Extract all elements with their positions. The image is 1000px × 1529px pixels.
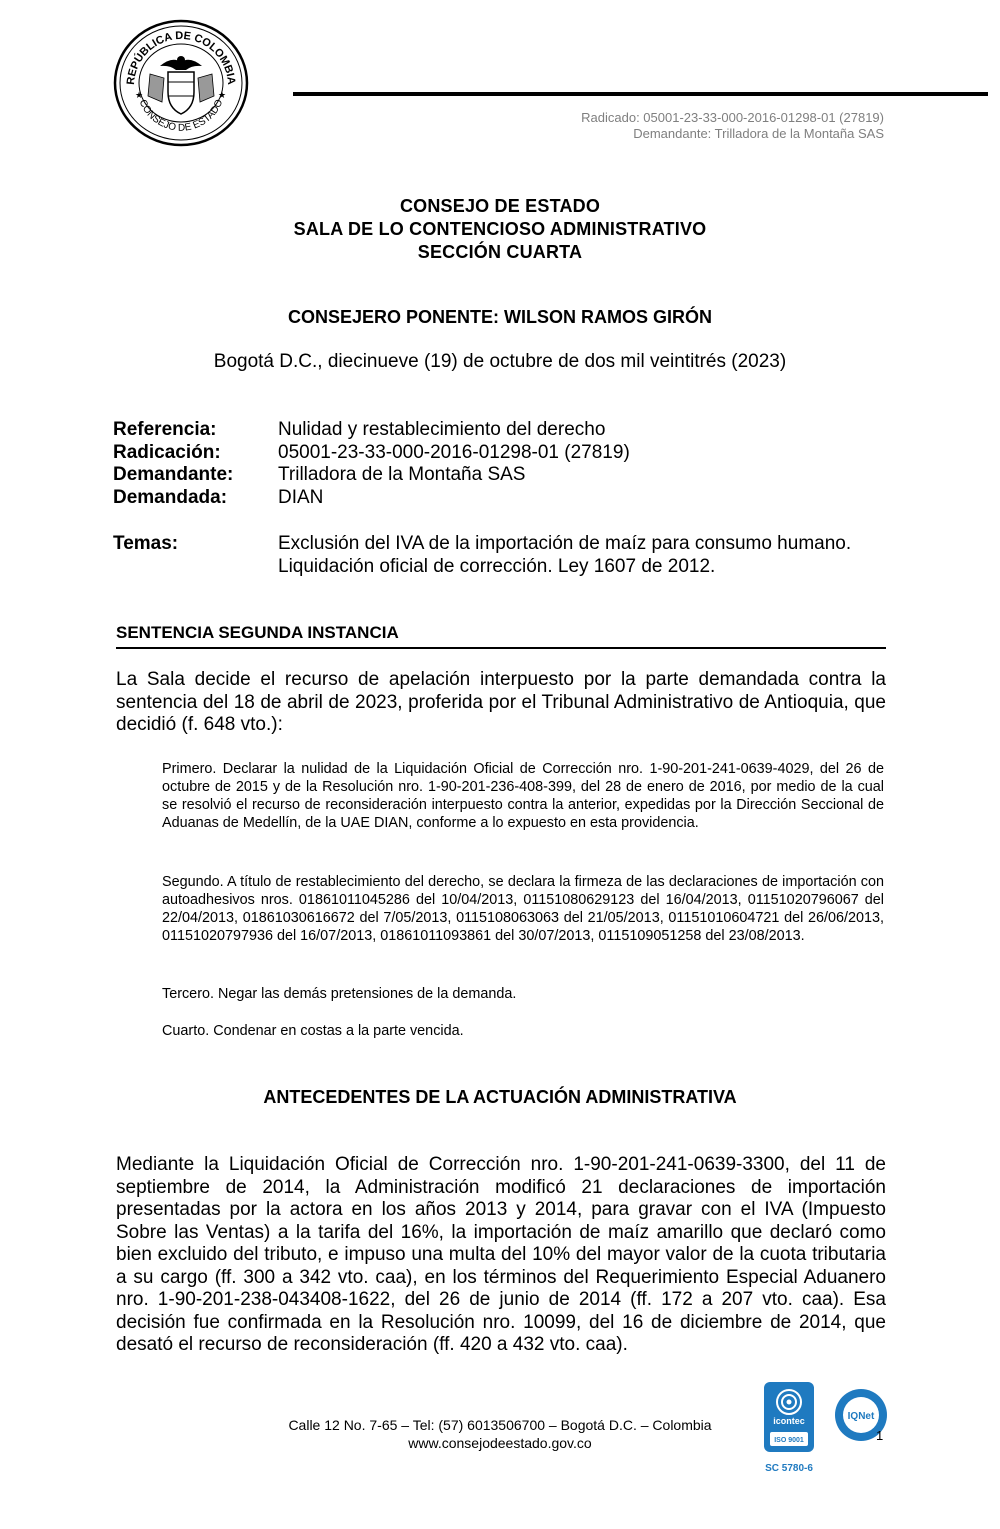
demandada-label: Demandada: [113, 486, 228, 508]
reference-value: Nulidad y restablecimiento del derecho [278, 419, 606, 440]
reference-row [113, 419, 888, 442]
svg-text:REPÚBLICA DE COLOMBIA: REPÚBLICA DE COLOMBIA [124, 29, 238, 86]
svg-text:IQNet: IQNet [847, 1411, 875, 1422]
intro-paragraph: La Sala decide el recurso de apelación interpuesto por la parte demandada contra la sentencia del 18 de abril de 2023, proferida por el Tribunal Administrativo de Antioquia, que decidió (f. 648 vto.): [116, 669, 886, 735]
sentencia-heading: SENTENCIA SEGUNDA INSTANCIA [116, 623, 886, 649]
header-rule [293, 92, 988, 96]
footer-address: Calle 12 No. 7-65 – Tel: (57) 6013506700 – Bogotá D.C. – Colombia [288, 1417, 712, 1433]
running-header [581, 110, 884, 142]
radicacion-value: 05001-23-33-000-2016-01298-01 (27819) [278, 441, 630, 463]
svg-text:icontec: icontec [773, 1416, 805, 1426]
temas-label: Temas: [113, 533, 179, 554]
temas-value: Exclusión del IVA de la importación de maíz para consumo humano. Liquidación oficial de corrección. Ley 1607 de 2012. [278, 533, 852, 577]
reference-block [113, 419, 888, 509]
consejero-ponente: CONSEJERO PONENTE: WILSON RAMOS GIRÓN [287, 307, 713, 327]
footer-website: www.consejodeestado.gov.co [408, 1435, 592, 1451]
page-number: 1 [876, 1428, 884, 1443]
svg-text:★: ★ [135, 91, 144, 101]
reference-label: Referencia: [113, 419, 217, 440]
court-line-3: SECCIÓN CUARTA [417, 242, 583, 262]
svg-text:SC 5780-6: SC 5780-6 [765, 1463, 813, 1474]
demandada-value: DIAN [278, 486, 324, 508]
quote-cuarto: Cuarto. Condenar en costas a la parte vencida. [162, 1023, 464, 1039]
quote-primero: Primero. Declarar la nulidad de la Liquidación Oficial de Corrección nro. 1-90-201-241-0639-4029, del 26 de octubre de 2015 y de la Resolución nro. 1-90-201-236-408-399, del 28 de enero de 2016, por medio de la cual se resolvió el recurso de reconsideración interpuesto contra la anterior, expedidas por la Dirección Seccional de Aduanas de Medellín, de la UAE DIAN, conforme a lo expuesto en esta providencia. [162, 761, 884, 831]
quote-tercero: Tercero. Negar las demás pretensiones de la demanda. [162, 986, 517, 1002]
footer [250, 1416, 750, 1452]
court-line-2: SALA DE LO CONTENCIOSO ADMINISTRATIVO [293, 219, 707, 239]
svg-text:CONSEJO DE ESTADO: CONSEJO DE ESTADO [136, 98, 226, 134]
radicacion-row [113, 442, 888, 465]
running-header-demandante: Demandante: Trilladora de la Montaña SAS [633, 126, 884, 141]
court-title [0, 195, 1000, 264]
svg-text:ISO 9001: ISO 9001 [774, 1437, 804, 1444]
consejo-de-estado-seal [112, 18, 250, 148]
demandante-value: Trilladora de la Montaña SAS [278, 464, 526, 485]
radicacion-label: Radicación: [113, 441, 221, 463]
demandante-label: Demandante: [113, 464, 234, 485]
svg-text:★: ★ [218, 91, 227, 101]
court-line-1: CONSEJO DE ESTADO [399, 196, 601, 216]
document-date: Bogotá D.C., diecinueve (19) de octubre de dos mil veintitrés (2023) [213, 351, 787, 372]
antecedentes-paragraph: Mediante la Liquidación Oficial de Corrección nro. 1-90-201-241-0639-3300, del 11 de septiembre de 2014, la Administración modificó 21 declaraciones de importación presentadas por la actora en los años 2013 y 2014, para gravar con el IVA (Impuesto Sobre las Ventas) a la tarifa del 16%, la importación de maíz amarillo que declaró como bien excluido del tributo, e impuso una multa del 10% del mayor valor de la cuota tributaria a su cargo (ff. 300 a 342 vto. caa), en los términos del Requerimiento Especial Aduanero nro. 1-90-201-238-043408-1622, del 26 de junio de 2014 (ff. 172 a 207 vto. caa). Esa decisión fue confirmada en la Resolución nro. 10099, del 16 de diciembre de 2014, que desató el recurso de reconsideración (ff. 420 a 432 vto. caa). [116, 1154, 886, 1355]
icontec-certification-logo [762, 1380, 818, 1480]
running-header-radicado: Radicado: 05001-23-33-000-2016-01298-01 (27819) [581, 110, 884, 125]
antecedentes-heading: ANTECEDENTES DE LA ACTUACIÓN ADMINISTRATIVA [263, 1087, 737, 1107]
quote-segundo: Segundo. A título de restablecimiento del derecho, se declara la firmeza de las declaraciones de importación con autoadhesivos nros. 01861011045286 del 10/04/2013, 01151080629123 del 16/04/2013, 01151020796067 del 22/04/2013, 01861030616672 del 7/05/2013, 0115108063063 del 21/05/2013, 01151010604721 del 26/06/2013, 01151020797936 del 16/07/2013, 01861011093861 del 30/07/2013, 0115109051258 del 23/08/2013. [162, 874, 884, 944]
temas-row [113, 533, 888, 578]
demandada-row [113, 487, 888, 510]
demandante-row [113, 464, 888, 487]
